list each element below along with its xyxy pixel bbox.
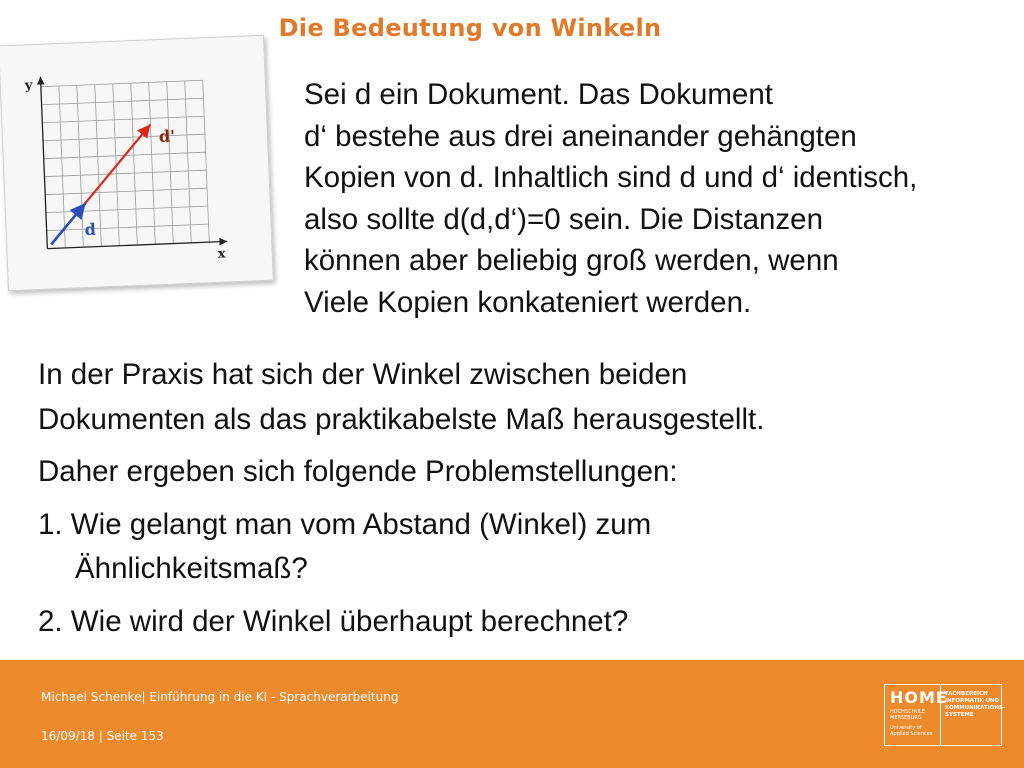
university-logo <box>884 684 1006 746</box>
intro-line: Sei d ein Dokument. Das Dokument <box>304 78 773 111</box>
vector-figure <box>0 35 274 291</box>
x-axis-label: x <box>217 246 226 262</box>
y-axis <box>40 77 47 249</box>
logo-school-line: MERSEBURG <box>890 715 922 721</box>
list-item-2: 2. Wie wird der Winkel überhaupt berechnet? <box>38 604 629 638</box>
logo-dept-line: FACHBEREICH <box>945 691 988 697</box>
footer-date-page: 16/09/18 | Seite 153 <box>41 729 164 743</box>
slide-title: Die Bedeutung von Winkeln <box>278 14 662 42</box>
intro-line: können aber beliebig groß werden, wenn <box>304 244 839 277</box>
logo-dept-line: INFORMATIK UND <box>945 698 1000 704</box>
intro-line: Viele Kopien konkateniert werden. <box>304 285 752 319</box>
intro-paragraph <box>304 74 1020 323</box>
logo-dept-line: SYSTEME <box>945 712 974 718</box>
intro-line: Kopien von d. Inhaltlich sind d und d‘ identisch, <box>304 161 918 194</box>
intro-line: also sollte d(d,d‘)=0 sein. Die Distanzen <box>304 202 823 236</box>
logo-dept-line: KOMMUNIKATIONS- <box>945 705 1006 711</box>
logo-home-text: HOME <box>890 688 948 707</box>
logo-home-block <box>885 685 948 745</box>
y-axis-label: y <box>24 78 33 94</box>
logo-school-line: HOCHSCHULE <box>890 709 925 715</box>
body-line: In der Praxis hat sich der Winkel zwischen beiden <box>38 358 688 391</box>
logo-school-line: Applied Sciences <box>890 731 933 737</box>
body-line: Dokumenten als das praktikabelste Maß herausgestellt. <box>38 402 765 436</box>
vector-d-prime-label: d' <box>158 126 176 147</box>
body-line: Daher ergeben sich folgende Problemstellungen: <box>38 455 678 489</box>
list-item-1-continuation: Ähnlichkeitsmaß? <box>75 552 308 586</box>
list-item-1: 1. Wie gelangt man vom Abstand (Winkel) zum <box>38 507 652 541</box>
footer-author: Michael Schenke| Einführung in die KI - Sprachverarbeitung <box>41 690 399 704</box>
grid <box>41 80 209 248</box>
body-paragraph <box>38 349 1018 649</box>
logo-school-line: University of <box>890 725 922 731</box>
vector-d <box>50 203 88 244</box>
footer-bar <box>0 660 1024 768</box>
intro-line: d‘ bestehe aus drei aneinander gehängten <box>304 119 857 153</box>
vector-d-label: d <box>84 219 97 240</box>
vector-diagram <box>18 59 254 268</box>
logo-department-block <box>945 691 1005 719</box>
